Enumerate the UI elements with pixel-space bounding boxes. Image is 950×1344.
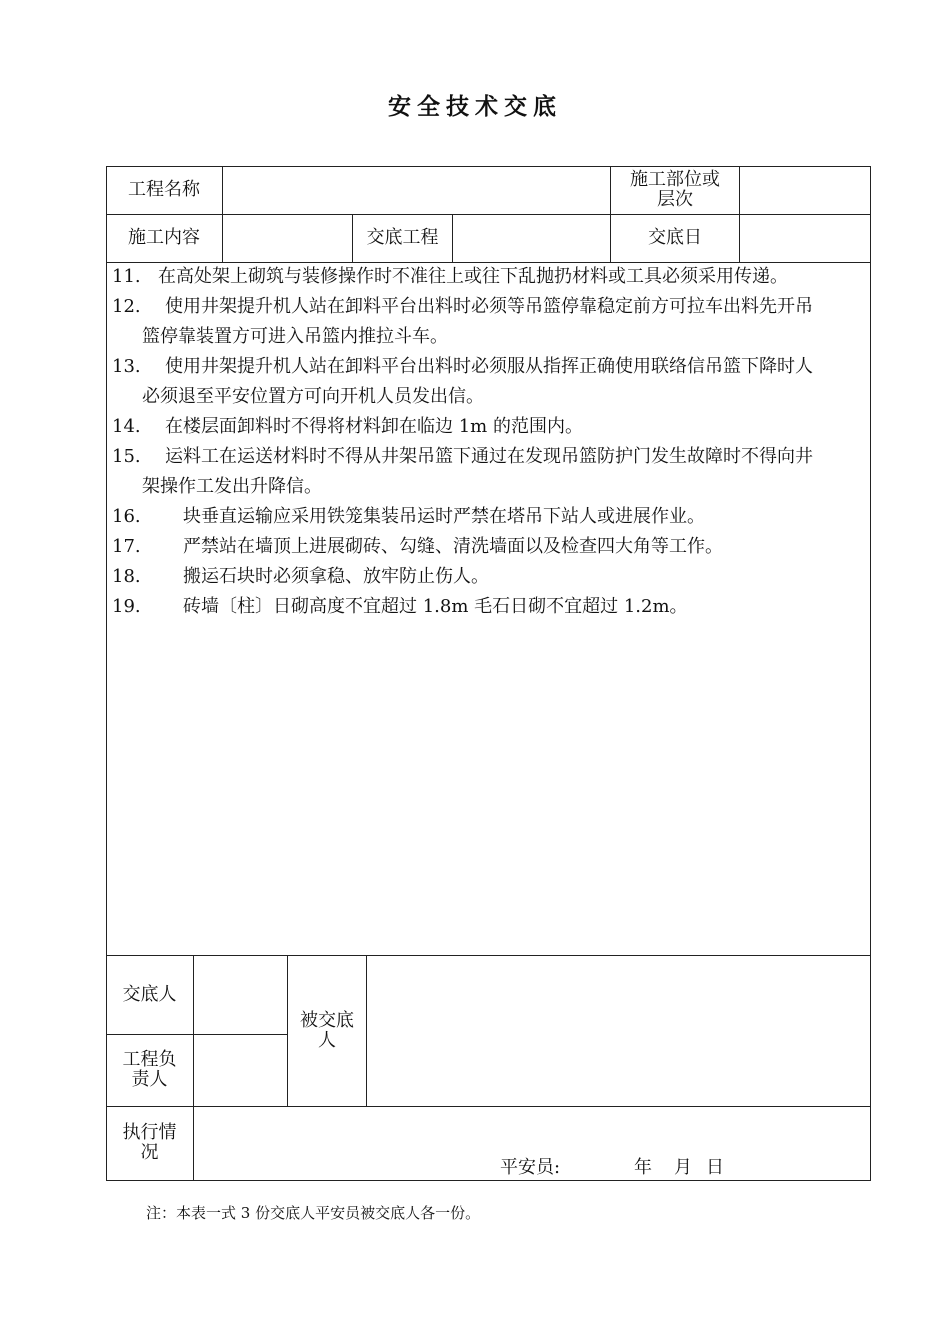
list-item (112, 262, 864, 292)
safety-officer-label: 平安员: (500, 1157, 561, 1178)
list-item (112, 532, 864, 562)
receiver-field[interactable] (367, 955, 870, 1106)
item-text: 运料工在运送材料时不得从井架吊篮下通过在发现吊篮防护门发生故障时不得向井 (165, 446, 813, 467)
handover-project-label: 交底工程 (366, 227, 439, 248)
project-manager-label: 工程负责人 (122, 1049, 177, 1090)
receiver-label: 被交底人 (300, 1009, 354, 1051)
row-divider (106, 1106, 871, 1107)
execution-label: 执行情况 (122, 1122, 177, 1163)
list-item (112, 502, 864, 532)
list-item (112, 442, 864, 472)
handover-date-field[interactable] (740, 214, 870, 262)
project-name-field[interactable] (223, 166, 610, 214)
page-title: 安全技术交底 (388, 94, 562, 120)
item-number: 12. (112, 296, 141, 317)
item-text: 使用井架提升机人站在卸料平台出料时必须服从指挥正确使用联络信吊篮下降时人 (165, 356, 813, 377)
content-label: 施工内容 (128, 227, 200, 248)
item-text-continued: 架操作工发出升降信。 (142, 476, 322, 497)
item-number: 18. (112, 566, 141, 587)
presenter-label: 交底人 (122, 983, 177, 1005)
content-field[interactable] (223, 214, 352, 262)
list-item (112, 592, 864, 622)
item-number: 13. (112, 356, 141, 377)
list-item (112, 562, 864, 592)
item-text: 在高处架上砌筑与装修操作时不准往上或往下乱抛扔材料或工具必须采用传递。 (158, 266, 788, 287)
item-text: 严禁站在墙顶上进展砌砖、勾缝、清洗墙面以及检查四大角等工作。 (183, 536, 723, 557)
col-divider (287, 955, 288, 1106)
item-text: 砖墙〔柱〕日砌高度不宜超过 1.8m 毛石日砌不宜超过 1.2m。 (183, 596, 688, 617)
handover-project-field[interactable] (453, 214, 610, 262)
handover-date-label: 交底日 (648, 227, 702, 248)
item-number: 17. (112, 536, 141, 557)
form-note: 注：本表一式 3 份交底人平安员被交底人各一份。 (146, 1204, 481, 1222)
list-item (112, 412, 864, 442)
table-border-bottom (106, 1180, 871, 1181)
item-text: 块垂直运输应采用铁笼集装吊运时严禁在塔吊下站人或进展作业。 (183, 506, 705, 527)
item-text-continued: 篮停靠装置方可进入吊篮内推拉斗车。 (142, 326, 448, 347)
month-label: 月 (674, 1157, 692, 1178)
item-text-continued: 必须退至平安位置方可向开机人员发出信。 (142, 386, 484, 407)
day-label: 日 (706, 1157, 724, 1178)
location-field[interactable] (740, 166, 870, 214)
item-text: 在楼层面卸料时不得将材料卸在临边 1m 的范围内。 (165, 416, 583, 437)
project-manager-field[interactable] (194, 1034, 287, 1106)
presenter-field[interactable] (194, 955, 287, 1034)
item-number: 15. (112, 446, 141, 467)
table-border-right (870, 166, 871, 1181)
year-label: 年 (634, 1157, 652, 1178)
item-number: 16. (112, 506, 141, 527)
item-text: 使用井架提升机人站在卸料平台出料时必须等吊篮停靠稳定前方可拉车出料先开吊 (165, 296, 813, 317)
list-item (112, 352, 864, 382)
item-number: 19. (112, 596, 141, 617)
project-name-label: 工程名称 (128, 179, 200, 200)
item-number: 11. (112, 266, 141, 287)
list-item (112, 292, 864, 322)
item-number: 14. (112, 416, 141, 437)
location-label: 施工部位或层次 (630, 169, 720, 210)
item-text: 搬运石块时必须拿稳、放牢防止伤人。 (183, 566, 489, 587)
briefing-content (112, 262, 864, 622)
